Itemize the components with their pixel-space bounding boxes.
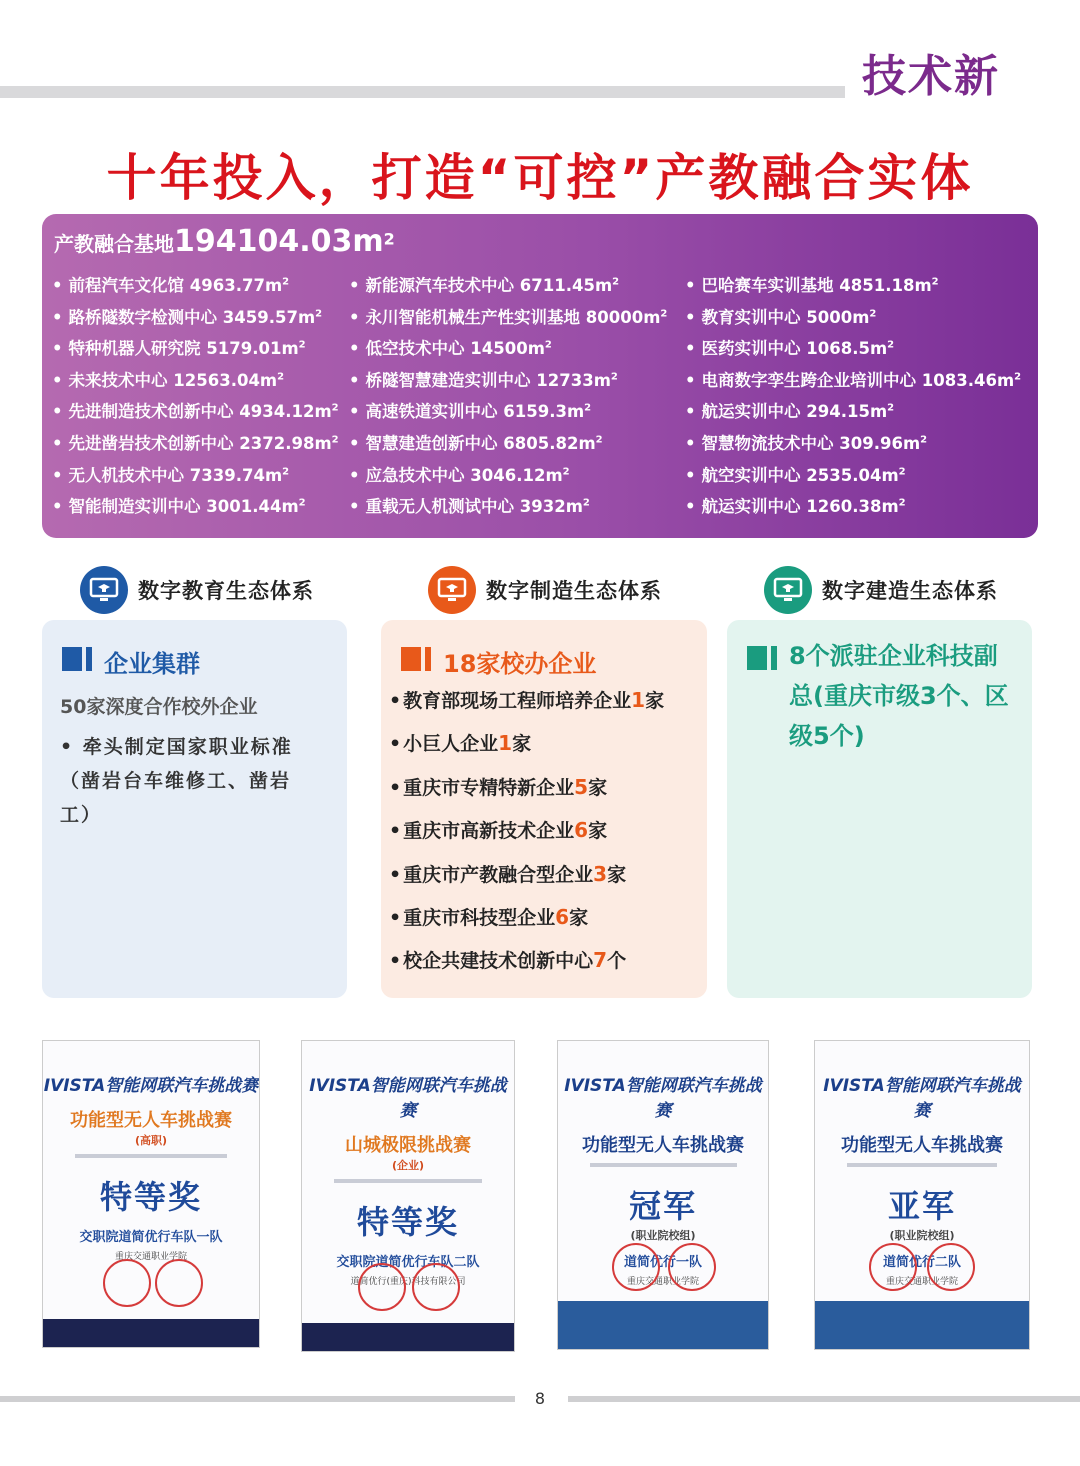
award-name: 冠军 xyxy=(628,1187,697,1225)
heading-bar-icon xyxy=(62,647,92,671)
heading-bar-icon xyxy=(747,646,777,670)
base-item: • 航运实训中心 $1260.38m^2$ xyxy=(685,493,1021,525)
seal-icon xyxy=(869,1243,917,1291)
award-name: 亚军 xyxy=(887,1187,956,1225)
base-item: • 航运实训中心 $294.15m^2$ xyxy=(685,398,1021,430)
page-headline: 十年投入，打造“可控”产教融合实体 xyxy=(106,149,974,207)
base-item: • 无人机技术中心 $7339.74m^2$ xyxy=(52,462,339,494)
seal-icon xyxy=(358,1263,406,1311)
page-number: 8 xyxy=(534,1389,546,1408)
ecosystem-construction xyxy=(764,566,998,614)
base-item: • 高速铁道实训中心 $6159.3m^2$ xyxy=(349,398,667,430)
team-org: 道简优行(重庆)科技有限公司 xyxy=(350,1277,466,1287)
event-logo: IVISTA智能网联汽车挑战赛 xyxy=(564,1076,762,1121)
list-item: • 教育部现场工程师培养企业1家 xyxy=(389,686,664,729)
heading-bar-icon xyxy=(401,647,431,671)
list-item: • 校企共建技术创新中心7个 xyxy=(389,946,664,989)
enterprise-list xyxy=(389,686,664,990)
base-item: • 未来技术中心 $12563.04m^2$ xyxy=(52,367,339,399)
school-enterprises-card xyxy=(381,620,707,998)
card-title: 企业集群 xyxy=(104,650,200,678)
base-item: • 永川智能机械生产性实训基地 $80000m^2$ xyxy=(349,304,667,336)
event-logo: IVISTA智能网联汽车挑战赛 xyxy=(823,1076,1021,1121)
certificate-image xyxy=(557,1040,769,1350)
team-name: 交职院道简优行车队二队 xyxy=(336,1255,480,1270)
list-item: • 重庆市科技型企业6家 xyxy=(389,903,664,946)
team-org: 重庆交通职业学院 xyxy=(626,1277,699,1287)
partner-count: 50家深度合作校外企业 xyxy=(60,696,258,718)
ecosystem-manufacturing xyxy=(428,566,662,614)
list-item: • 重庆市专精特新企业5家 xyxy=(389,773,664,816)
base-item: • 电商数字孪生跨企业培训中心 $1083.46m^2$ xyxy=(685,367,1021,399)
event-name: 功能型无人车挑战赛 xyxy=(582,1135,744,1156)
base-area: 194104.03m xyxy=(174,224,384,259)
tech-vp-card xyxy=(727,620,1032,998)
seal-icon xyxy=(927,1243,975,1291)
base-item: • 桥隧智慧建造实训中心 $12733m^2$ xyxy=(349,367,667,399)
ecosystem-label: 数字制造生态体系 xyxy=(486,579,662,603)
base-label: 产教融合基地 xyxy=(54,232,174,256)
team-org: 重庆交通职业学院 xyxy=(114,1252,187,1262)
award-name: 特等奖 xyxy=(99,1178,202,1216)
seal-icon xyxy=(412,1263,460,1311)
card-heading xyxy=(747,636,1019,756)
base-item: • 教育实训中心 $5000m^2$ xyxy=(685,304,1021,336)
event-level: (高职) xyxy=(134,1134,168,1147)
base-item: • 航空实训中心 $2535.04m^2$ xyxy=(685,462,1021,494)
top-rule xyxy=(0,86,845,98)
base-item: • 智慧建造创新中心 $6805.82m^2$ xyxy=(349,430,667,462)
seal-icon xyxy=(155,1259,203,1307)
ecosystem-education xyxy=(80,566,314,614)
base-item: • 特种机器人研究院 $5179.01m^2$ xyxy=(52,335,339,367)
base-panel xyxy=(42,214,1038,538)
base-item: • 智能制造实训中心 $3001.44m^2$ xyxy=(52,493,339,525)
base-item: • 应急技术中心 $3046.12m^2$ xyxy=(349,462,667,494)
base-item: • 巴哈赛车实训基地 $4851.18m^2$ xyxy=(685,272,1021,304)
monitor-graduation-icon xyxy=(764,566,812,614)
event-name: 功能型无人车挑战赛 xyxy=(841,1135,1003,1156)
seal-icon xyxy=(103,1259,151,1307)
base-item: • 前程汽车文化馆 $4963.77m^2$ xyxy=(52,272,339,304)
team-org: 重庆交通职业学院 xyxy=(885,1277,958,1287)
ecosystem-label: 数字建造生态体系 xyxy=(822,579,998,603)
event-level: (企业) xyxy=(391,1159,425,1172)
event-name: 山城极限挑战赛 xyxy=(345,1135,471,1156)
base-column-2 xyxy=(349,272,667,525)
team-name: 交职院道简优行车队一队 xyxy=(79,1230,223,1245)
card-title: 8个派驻企业科技副总(重庆市级3个、区级5个) xyxy=(789,642,1009,750)
event-logo: IVISTA智能网联汽车挑战赛 xyxy=(309,1076,507,1121)
seal-icon xyxy=(668,1243,716,1291)
certificate-image xyxy=(301,1040,515,1352)
base-column-1 xyxy=(52,272,339,525)
base-item: • 智慧物流技术中心 $309.96m^2$ xyxy=(685,430,1021,462)
event-level: (职业院校组) xyxy=(630,1229,696,1242)
list-item: • 小巨人企业1家 xyxy=(389,729,664,772)
base-item: • 医药实训中心 $1068.5m^2$ xyxy=(685,335,1021,367)
certificate-image xyxy=(814,1040,1030,1350)
section-title: 技术新 xyxy=(862,51,1000,102)
enterprise-cluster-card xyxy=(42,620,347,998)
certificate-image xyxy=(42,1040,260,1348)
base-item: • 先进凿岩技术创新中心 $2372.98m^2$ xyxy=(52,430,339,462)
card-title: 18家校办企业 xyxy=(443,650,597,678)
award-name: 特等奖 xyxy=(356,1203,459,1241)
base-area-sup: 2 xyxy=(383,229,395,249)
base-item: • 新能源汽车技术中心 $6711.45m^2$ xyxy=(349,272,667,304)
standard-bullet: • 牵头制定国家职业标准（凿岩台车维修工、凿岩工） xyxy=(60,736,293,826)
base-item: • 低空技术中心 $14500m^2$ xyxy=(349,335,667,367)
team-name: 道简优行一队 xyxy=(623,1255,702,1270)
monitor-graduation-icon xyxy=(80,566,128,614)
event-logo: IVISTA智能网联汽车挑战赛 xyxy=(43,1076,259,1096)
list-item: • 重庆市产教融合型企业3家 xyxy=(389,860,664,903)
base-item: • 重载无人机测试中心 $3932m^2$ xyxy=(349,493,667,525)
event-name: 功能型无人车挑战赛 xyxy=(70,1110,232,1131)
card-heading xyxy=(62,644,200,679)
base-column-3 xyxy=(685,272,1021,525)
event-level: (职业院校组) xyxy=(889,1229,955,1242)
base-total xyxy=(54,224,395,259)
base-item: • 先进制造技术创新中心 $4934.12m^2$ xyxy=(52,398,339,430)
list-item: • 重庆市高新技术企业6家 xyxy=(389,816,664,859)
base-item: • 路桥隧数字检测中心 $3459.57m^2$ xyxy=(52,304,339,336)
monitor-graduation-icon xyxy=(428,566,476,614)
seal-icon xyxy=(612,1243,660,1291)
team-name: 道简优行二队 xyxy=(882,1255,961,1270)
ecosystem-label: 数字教育生态体系 xyxy=(138,579,314,603)
card-heading xyxy=(401,644,596,679)
